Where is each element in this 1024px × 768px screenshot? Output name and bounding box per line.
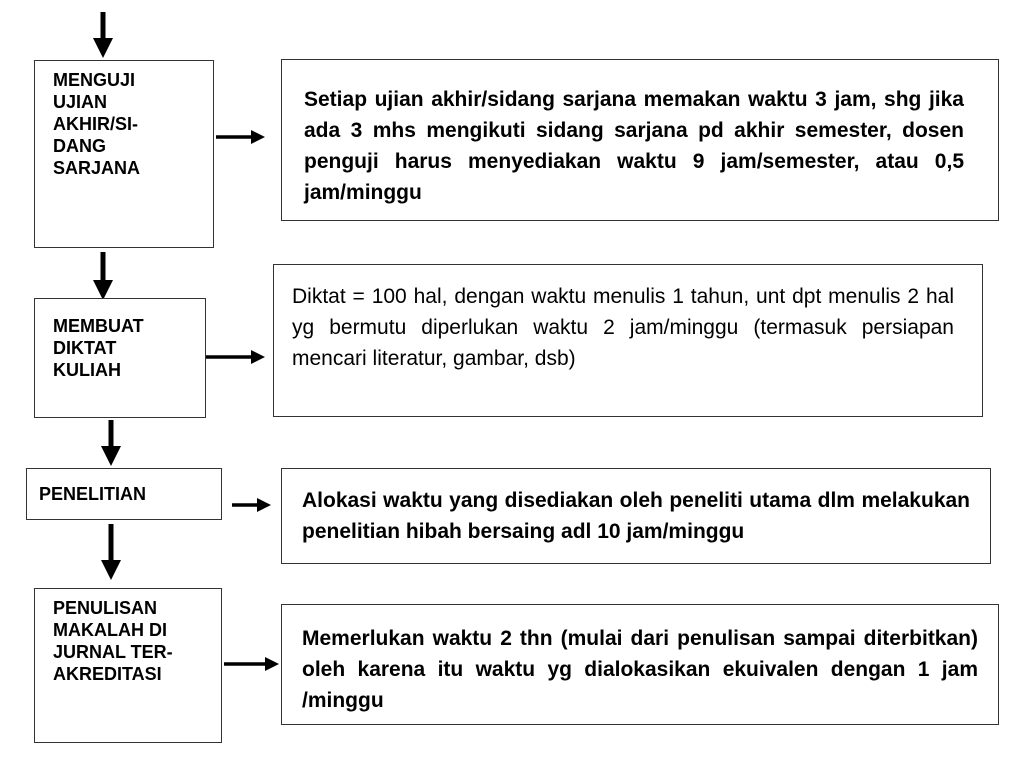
step-label-line: MEMBUAT [53, 316, 144, 336]
step-box-membuat-diktat [34, 298, 206, 418]
step-label-line: AKREDITASI [53, 664, 162, 684]
desc-box-menguji-ujian [281, 59, 999, 221]
step-label-line: KULIAH [53, 360, 121, 380]
desc-text: Diktat = 100 hal, dengan waktu menulis 1 tahun, unt dpt menulis 2 hal yg bermutu diperlukan waktu 2 jam/minggu (termasuk persiapan mencari literatur, gambar, dsb) [292, 285, 954, 370]
step-box-penulisan-makalah [34, 588, 222, 743]
step-label-line: DANG [53, 136, 106, 156]
desc-box-membuat-diktat [273, 264, 983, 417]
step-label-line: MENGUJI [53, 70, 136, 90]
step-label-line: MAKALAH DI [53, 620, 167, 640]
step-label-line: PENULISAN [53, 598, 158, 618]
desc-text: Setiap ujian akhir/sidang sarjana memakan waktu 3 jam, shg jika ada 3 mhs mengikuti sidang sarjana pd akhir semester, dosen penguji harus menyediakan waktu 9 jam/semester, atau 0,5 jam/minggu [304, 88, 964, 204]
desc-text: Alokasi waktu yang disediakan oleh peneliti utama dlm melakukan penelitian hibah bersaing adl 10 jam/minggu [302, 489, 970, 543]
step-label-line: DIKTAT [53, 338, 117, 358]
step-label-line: UJIAN [53, 92, 108, 112]
desc-text: Memerlukan waktu 2 thn (mulai dari penulisan sampai diterbitkan) oleh karena itu waktu yg dialokasikan ekuivalen dengan 1 jam /minggu [302, 627, 978, 712]
desc-box-penelitian [281, 468, 991, 564]
step-box-penelitian [26, 468, 222, 520]
step-box-menguji-ujian [34, 60, 214, 248]
step-label-line: AKHIR/SI- [53, 114, 138, 134]
step-label-line: JURNAL TER- [53, 642, 173, 662]
step-label-line: PENELITIAN [39, 484, 147, 504]
desc-box-penulisan-makalah [281, 604, 999, 725]
step-label-line: SARJANA [53, 158, 141, 178]
